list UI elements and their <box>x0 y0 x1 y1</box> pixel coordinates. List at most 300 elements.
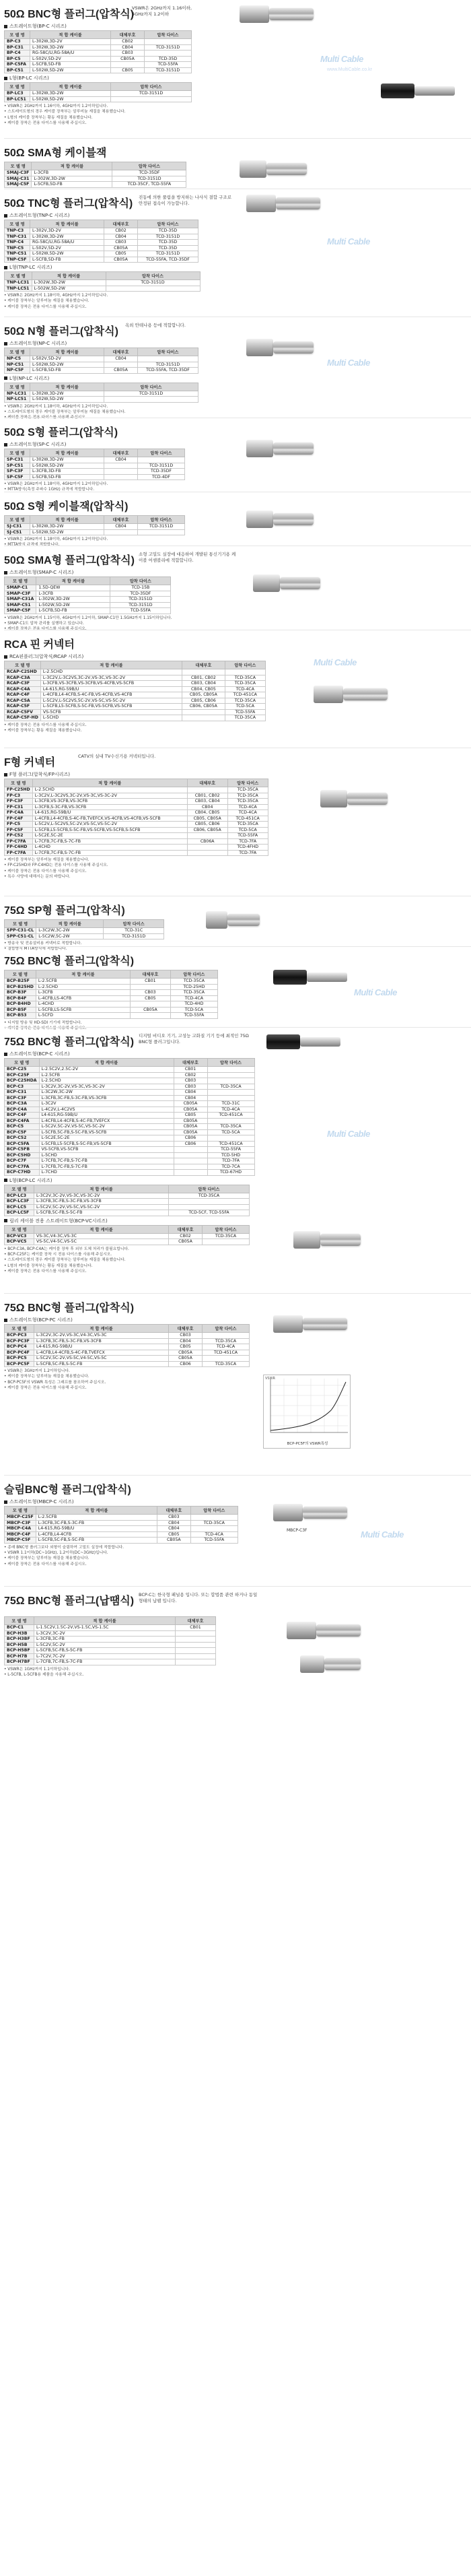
model-name-cell: BCP-C3 <box>5 1084 40 1090</box>
model-name-cell: NP-C5 <box>5 356 30 362</box>
column-header: 모 델 명 <box>5 162 32 170</box>
sub-label <box>4 340 471 347</box>
product-photo <box>246 438 314 459</box>
table-row <box>5 1101 255 1107</box>
product-photo <box>320 789 388 809</box>
note-line: • 디지털 방송 및 HD-SDI 기기에 적합합니다. <box>4 1020 471 1026</box>
table-row <box>5 1538 238 1544</box>
column-header: 적 합 케이블 <box>30 516 104 524</box>
table-cell: TCD-4CA <box>190 1531 238 1538</box>
table-row <box>5 787 268 793</box>
column-header: 적 합 케이블 <box>30 220 104 228</box>
table-cell: CB05A <box>169 1350 203 1356</box>
table-cell <box>207 1118 254 1124</box>
table-header-row <box>5 577 171 585</box>
connector-body-image <box>246 510 273 528</box>
table-cell: L-502V,5D-2V <box>30 356 104 362</box>
model-name-cell: BP-C3 <box>5 39 30 45</box>
table-row <box>5 822 268 828</box>
note-line: • VSWR은 2GHz까지 1.16이하, 4GHz까지 1.2이하입니다. <box>4 104 471 109</box>
table-cell: L-3C2V,3C-2V,VS-3C,V4-3C,VS-3C <box>34 1333 169 1339</box>
table-cell: L-3CFB,3C-FB,S-3C-FB,VS-3CFB <box>34 1199 169 1205</box>
column-header: 적 합 케이블 <box>30 348 104 356</box>
column-header: 압착 다이스 <box>190 1507 238 1515</box>
model-name-cell: BCP-LC5F <box>5 1210 34 1216</box>
table-header-row <box>5 83 192 91</box>
table-cell <box>176 1653 216 1659</box>
table-cell: CB05A <box>104 368 138 374</box>
table-row <box>5 245 198 251</box>
column-header: 모 델 명 <box>5 1617 34 1625</box>
table-cell: CB05 <box>130 995 170 1001</box>
table-cell: CB05A <box>169 1356 203 1362</box>
column-header: 적 합 케이블 <box>34 1225 169 1233</box>
sub-label <box>4 1317 471 1323</box>
connector-sleeve-image <box>316 1624 361 1637</box>
table-row <box>5 1625 216 1631</box>
model-name-cell: BCP-C4A <box>5 1107 40 1113</box>
table-cell: TCD-35CA <box>170 990 217 996</box>
product-photo <box>246 509 314 529</box>
model-name-cell: FP-C7FA <box>5 850 33 856</box>
model-name-cell: BCP-B3F <box>5 990 36 996</box>
model-name-cell: BP-C5 <box>5 56 30 62</box>
table-cell: L-5CFB,5D-FB <box>32 182 112 188</box>
table-cell <box>104 463 138 469</box>
model-name-cell: RCAP-C5F-HD <box>5 715 41 721</box>
column-header: 모 델 명 <box>5 661 41 669</box>
table-cell <box>106 286 200 292</box>
connector-body-image <box>273 1315 303 1333</box>
product-photo <box>240 159 307 179</box>
column-header: 모 델 명 <box>5 1225 34 1233</box>
section-title-text: 75Ω BNC형 플러그(압착식) <box>4 1302 135 1314</box>
table-cell: L-302V,3D-2V <box>30 228 104 234</box>
sub-label <box>4 569 471 576</box>
note-line: • 스트레이트형의 경우 케이블 장착부는 알루미늄 재질을 채용했습니다. <box>4 409 471 415</box>
table-cell: RG-58C/U,RG-58A/U <box>30 51 111 57</box>
table-cell: CB03, CB04 <box>187 799 227 805</box>
notes <box>4 1368 471 1391</box>
column-header: 대체부호 <box>176 1617 216 1625</box>
note-line: • FP-C25HD와 FP-C4HD는 전용 다이스를 사용해 주십시오. <box>4 863 471 868</box>
model-name-cell: SMAP-C31A <box>5 597 36 603</box>
table-row <box>5 933 164 939</box>
model-name-cell: MBCP-C25F <box>5 1515 36 1521</box>
table-cell: L-5C2E,5C-2E <box>39 1135 174 1142</box>
section-title <box>4 323 471 338</box>
bullet-square-icon <box>4 266 7 269</box>
spec-table-l <box>4 271 201 292</box>
product-photo <box>240 4 314 24</box>
section-title <box>4 195 471 210</box>
table-cell: TCD-451CA <box>225 692 265 698</box>
column-header: 모 델 명 <box>5 272 32 280</box>
table-cell <box>207 1095 254 1101</box>
table-cell: L-2.5CHD <box>36 984 130 990</box>
model-name-cell: MBCP-C3F <box>5 1520 36 1526</box>
table-cell: L-7CHD <box>39 1170 174 1176</box>
table-cell: CB03 <box>157 1515 190 1521</box>
table-row <box>5 1653 216 1659</box>
section-sma50 <box>4 546 471 630</box>
table-cell: CB05 <box>169 1344 203 1350</box>
table-cell: L-3C2V <box>39 1101 174 1107</box>
table-cell: L-302W,3D-2W <box>30 91 111 97</box>
sub-label <box>4 1051 471 1057</box>
column-header: 모 델 명 <box>5 516 30 524</box>
table-row <box>5 457 185 463</box>
bullet-square-icon <box>4 342 7 345</box>
table-cell: CB05A <box>130 1007 170 1013</box>
table-cell: L-4CFB,L4-4CFB <box>36 1531 157 1538</box>
table-row <box>5 176 186 182</box>
table-cell <box>174 1158 207 1164</box>
table-cell: L-3C2W,3C-2W <box>39 1090 174 1096</box>
connector-sleeve-image <box>300 1037 341 1047</box>
connector-body-image <box>206 911 227 929</box>
table-row <box>5 67 192 73</box>
photo-caption: MBCP-C3F <box>287 1528 307 1533</box>
table-cell: CB04 <box>174 1090 207 1096</box>
section-title-text: RCA 핀 커넥터 <box>4 639 75 651</box>
table-row <box>5 1170 255 1176</box>
table-cell: CB05A <box>111 56 145 62</box>
table-cell: L-4CFB,L4-4CFB,S-4C-FB,TVEFCX,VS-4CFB,VS-4CFB,VS-5CFB <box>32 816 187 822</box>
table-row <box>5 585 171 591</box>
note-line: • 케이블 장착은 전용 다이스를 사용해 주십시오. <box>4 1562 471 1567</box>
table-cell: L-5CFB,LS-5CFB <box>36 1007 130 1013</box>
model-name-cell: SJ-C51 <box>5 529 30 535</box>
sub-label <box>4 1498 471 1505</box>
table-cell: TCD-35CA <box>227 799 268 805</box>
connector-sleeve-image <box>303 1318 347 1330</box>
table-cell: L-2.5C2V,2.5C-2V <box>39 1067 174 1073</box>
model-name-cell: RCAP-C5F <box>5 704 41 710</box>
table-cell: TCD-35CA <box>225 675 265 681</box>
table-header-row <box>5 383 198 391</box>
section-bnc75b <box>4 1027 471 1293</box>
table-cell: CB05A <box>169 1239 203 1245</box>
note-line: • 케이블 장착부는 알루미늄 재질을 채용했습니다. <box>4 1374 471 1379</box>
table-cell: L-4CHD <box>36 1001 130 1008</box>
bullet-square-icon <box>4 443 7 447</box>
table-cell: CB05, CB06 <box>187 822 227 828</box>
connector-body-image <box>300 1655 324 1673</box>
note-line: • BCP-PC5F의 VSWR 특성은 그래프를 참조하여 주십시오. <box>4 1380 471 1385</box>
table-row <box>5 602 171 608</box>
section-s50 <box>4 418 471 492</box>
product-photo <box>273 1502 347 1523</box>
table-cell: TCD-4CA <box>225 686 265 692</box>
section-title <box>4 498 471 513</box>
intro-text: 소형 고밀도 실장에 대응하여 개발된 통신기기용 케이블 어셈블리에 적합합니다. <box>139 552 236 563</box>
table-cell: L-5CHD <box>40 715 182 721</box>
table-cell: L-5C2V,5C-2V,VS-5C,V4-5C,VS-5C <box>34 1356 169 1362</box>
section-rca <box>4 630 471 748</box>
table-row <box>5 597 171 603</box>
model-name-cell: BCP-VC5 <box>5 1239 34 1245</box>
table-cell: TCD-35CA <box>225 681 265 687</box>
model-name-cell: BCP-B25F <box>5 979 36 985</box>
watermark-logo: Multi Cable <box>327 358 370 368</box>
table-cell: CB04 <box>157 1520 190 1526</box>
table-row <box>5 1193 250 1199</box>
connector-sleeve-image <box>414 86 456 96</box>
table-cell: CB05A <box>174 1129 207 1135</box>
column-header: 모 델 명 <box>5 449 30 457</box>
table-cell <box>138 529 185 535</box>
spec-table-vc <box>4 1225 250 1245</box>
spec-table <box>4 30 192 73</box>
table-cell: L-5CFB,5C-FB,S-5C-FB,VS-5CFB <box>39 1129 174 1135</box>
table-cell: TCD-55FA <box>227 833 268 839</box>
model-name-cell: BCP-C5FA <box>5 1141 40 1147</box>
table-row <box>5 979 218 985</box>
model-name-cell: FP-C4HD <box>5 845 33 851</box>
table-row <box>5 1630 216 1637</box>
column-header: 압착 다이스 <box>138 449 185 457</box>
product-photo <box>273 967 347 987</box>
section-bnc75a <box>4 946 471 1030</box>
table-cell: TCD-3151D <box>104 391 198 397</box>
table-cell <box>176 1659 216 1665</box>
table-cell: TCD-451CA <box>203 1350 250 1356</box>
note-line: • 결합방식 MTTA방식에 적합합니다. <box>4 946 471 952</box>
table-cell <box>203 1333 250 1339</box>
section-title <box>4 1481 471 1496</box>
column-header: 압착 다이스 <box>169 1185 250 1193</box>
table-cell: CB04 <box>104 234 138 240</box>
section-title-text: 75Ω BNC형 플러그(납땜식) <box>4 1595 135 1607</box>
sub-label <box>4 1177 471 1184</box>
model-name-cell: BP-C31 <box>5 44 30 51</box>
note-line: • 케이블 장착부는 알루미늄 재질을 채용했습니다. <box>4 1556 471 1561</box>
connector-body-image <box>273 1504 303 1521</box>
table-cell: VS-5C,V4-5C,VS-5C <box>34 1239 169 1245</box>
table-cell <box>104 397 198 403</box>
spec-table <box>4 661 266 721</box>
model-name-cell: BCP-PC3 <box>5 1333 34 1339</box>
bullet-square-icon <box>4 1319 7 1322</box>
table-header-row <box>5 661 266 669</box>
table-cell <box>203 1356 250 1362</box>
spec-table <box>4 162 186 188</box>
column-header: 모 델 명 <box>5 1507 36 1515</box>
table-cell: CB03 <box>111 51 145 57</box>
model-name-cell: TNP-C51 <box>5 251 30 257</box>
note-line: • 케이블 장착은 전용 다이스를 사용해 주십시오. <box>4 304 471 310</box>
table-cell: CB05, CB05A <box>182 692 225 698</box>
column-header: 적 합 케이블 <box>34 1185 169 1193</box>
table-row <box>5 1090 255 1096</box>
table-row <box>5 170 186 176</box>
table-header-row <box>5 31 192 39</box>
section-title-text: 75Ω BNC형 플러그(압착식) <box>4 1036 135 1048</box>
model-name-cell: SMAP-C51 <box>5 602 36 608</box>
model-name-cell: FP-C7FA <box>5 838 33 845</box>
model-name-cell: BCP-C7HD <box>5 1170 40 1176</box>
model-name-cell: BCP-C5FB <box>5 1147 40 1153</box>
note-line: • 종래 BNC형 플러그보다 외형이 슬림하여 고밀도 실장에 적합합니다. <box>4 1545 471 1550</box>
section-sma_cable <box>4 138 471 189</box>
sub-label-text: RCA핀플러그(압착식/RCAP 시리즈) <box>9 654 84 659</box>
column-header: 적 합 케이블 <box>40 661 182 669</box>
spec-table <box>4 919 164 939</box>
table-cell: L-3CFB,3C-FB,S-3C-FB,VS-3CFB <box>34 1338 169 1344</box>
sub-label-text: 스트레이트형(MBCP-C 시리즈) <box>9 1499 74 1505</box>
table-cell: L-5C2V,5C-2V <box>34 1642 176 1648</box>
table-cell: L-7CFB,7C-FB,S-7C-FB <box>32 838 187 845</box>
model-name-cell: BP-LC3 <box>5 91 30 97</box>
section-sp75 <box>4 896 471 952</box>
table-cell <box>225 669 265 675</box>
table-cell: TCD-55FA <box>110 608 171 614</box>
note-line: • BCP-C25F는 케이블 장착 시 전용 다이스를 사용해 주십시오. <box>4 1252 471 1257</box>
model-name-cell: BCP-VC3 <box>5 1233 34 1239</box>
table-header-row <box>5 516 185 524</box>
table-cell: L-3CFB,3C-FB <box>34 1637 176 1643</box>
table-cell <box>207 1078 254 1084</box>
model-name-cell: BCP-C5 <box>5 1124 40 1130</box>
table-cell: L-7CFB,7C-FB,S-7C-FB <box>39 1158 174 1164</box>
table-cell: L-302W,3D-2W <box>30 524 104 530</box>
table-cell: TCD-31C <box>104 928 164 934</box>
note-line: • VSWR은 2GHz까지 1.18이하, 4GHz까지 1.2이하입니다. <box>4 293 471 298</box>
table-cell: L-302W,3D-2V <box>30 39 111 45</box>
note-line: • BCP-C3A, BCP-C4A는 케이블 장착 후 외부 도체 처리가 불필요합니다. <box>4 1247 471 1252</box>
section-s_cable <box>4 492 471 546</box>
spec-table-l <box>4 383 198 403</box>
model-name-cell: TNP-C5F <box>5 257 30 263</box>
table-cell: L-7C2V,7C-2V <box>34 1653 176 1659</box>
spec-table <box>4 970 218 1019</box>
column-header: 적 합 케이블 <box>30 31 111 39</box>
column-header: 모 델 명 <box>5 1185 34 1193</box>
table-cell: L4-615,RG-59B/U <box>32 810 187 816</box>
table-row <box>5 1350 250 1356</box>
table-cell: TCD-35CA <box>225 715 265 721</box>
table-cell: CB06, CB05A <box>182 704 225 710</box>
table-cell: TCD-3151D <box>110 602 171 608</box>
table-cell: TCD-67HD <box>207 1170 254 1176</box>
model-name-cell: BCP-C25HDA <box>5 1078 40 1084</box>
table-cell: CB04, CB05 <box>182 686 225 692</box>
table-cell: TCD-3151D <box>106 280 200 286</box>
column-header: 대체부호 <box>182 661 225 669</box>
connector-sleeve-image <box>269 8 314 20</box>
table-row <box>5 591 171 597</box>
table-cell: L-302W,3D-2W <box>30 457 104 463</box>
table-cell: TCD-4CA <box>203 1344 250 1350</box>
product-photo <box>246 337 314 358</box>
section-title <box>4 952 471 968</box>
table-row <box>5 715 266 721</box>
table-row <box>5 91 192 97</box>
table-cell: CB04 <box>157 1526 190 1532</box>
spec-table <box>4 515 185 535</box>
sub-label-text: 릴리 케이블 전용 스트레이트형(BCP-VC시리즈) <box>9 1218 108 1224</box>
table-row <box>5 356 198 362</box>
table-cell <box>138 356 198 362</box>
table-cell: L-502W,5D-2W <box>30 251 104 257</box>
section-title-text: F형 커넥터 <box>4 757 56 768</box>
model-name-cell: BP-C4 <box>5 51 30 57</box>
column-header: 적 합 케이블 <box>36 577 110 585</box>
table-row <box>5 1164 255 1170</box>
note-line: • L-5CFB, L-5CFB용 제품을 사용해 주십시오. <box>4 1672 471 1678</box>
column-header: 적 합 케이블 <box>32 779 187 787</box>
model-name-cell: FP-C3F <box>5 799 33 805</box>
table-row <box>5 182 186 188</box>
connector-sleeve-image <box>276 197 320 209</box>
column-header: 모 델 명 <box>5 577 36 585</box>
spec-note: VSWR은 2GHz까지 1.16이하, 4GHz까지 1.2이하 <box>132 5 192 17</box>
note-line: • 케이블 장착은 전용 다이스를 사용해 주십시오. <box>4 626 471 632</box>
table-cell: TCD-4FHD <box>227 845 268 851</box>
section-title <box>4 754 471 769</box>
table-cell: TCD-4CA <box>207 1107 254 1113</box>
section-title-text: 50Ω TNC형 플러그(압착식) <box>4 198 133 209</box>
model-name-cell: BCP-B4HD <box>5 1001 36 1008</box>
table-cell: CB06 <box>174 1141 207 1147</box>
bullet-square-icon <box>4 25 7 28</box>
table-cell: L-502W,5D-2W <box>30 529 104 535</box>
table-row <box>5 1072 255 1078</box>
table-cell: TCD-15B <box>110 585 171 591</box>
note-line: • SMAP-C1도 압착 관리를 실행하고 있습니다. <box>4 621 471 626</box>
table-cell: TCD-4CA <box>227 810 268 816</box>
section-title-text: 슬림BNC형 플러그(압착식) <box>4 1484 131 1496</box>
table-cell: TCD-35CA <box>170 979 217 985</box>
table-cell <box>176 1642 216 1648</box>
note-line: • 케이블 장착은 전용 다이스를 사용해 주십시오. <box>4 1269 471 1274</box>
table-cell: TCD-35DF <box>110 591 171 597</box>
model-name-cell: BCP-H7B <box>5 1653 34 1659</box>
table-row <box>5 1239 250 1245</box>
table-row <box>5 681 266 687</box>
table-cell <box>104 362 138 368</box>
intro-text: 옥외 안테나용 등에 적합합니다. <box>125 323 186 328</box>
table-row <box>5 251 198 257</box>
table-row <box>5 1515 238 1521</box>
table-row <box>5 1141 255 1147</box>
column-header: 모 델 명 <box>5 1325 34 1333</box>
connector-body-image <box>240 5 269 23</box>
table-cell: CB04 <box>104 524 138 530</box>
table-cell: TCD-55FA, TCD-35DF <box>138 257 198 263</box>
bullet-square-icon <box>4 1219 7 1222</box>
table-cell: TCD-35CA <box>227 793 268 799</box>
note-line: • 방송국 및 전송설비용 커넥터로 적합합니다. <box>4 941 471 946</box>
watermark-logo: Multi Cable <box>361 1529 404 1540</box>
table-cell: L-5CFB,5C-FB,S-5C-FB <box>36 1538 157 1544</box>
table-cell: TCD-4CA <box>227 804 268 810</box>
column-header: 대체부호 <box>104 449 138 457</box>
table-cell: TCD-7FA <box>227 838 268 845</box>
note-line: • 특수 사양에 대해서는 문의 바랍니다. <box>4 874 471 880</box>
model-name-cell: MBCP-C4A <box>5 1526 36 1532</box>
model-name-cell: BCP-PC4F <box>5 1350 34 1356</box>
table-cell: CB05, CB05A <box>187 816 227 822</box>
table-cell <box>145 39 192 45</box>
table-row <box>5 704 266 710</box>
model-name-cell: TNP-C4 <box>5 240 30 246</box>
note-line: • 케이블 장착부는 알루미늄 재질을 채용했습니다. <box>4 857 471 863</box>
column-header: 모 델 명 <box>5 348 30 356</box>
table-cell <box>182 715 225 721</box>
table-cell: L-3CFB <box>36 990 130 996</box>
